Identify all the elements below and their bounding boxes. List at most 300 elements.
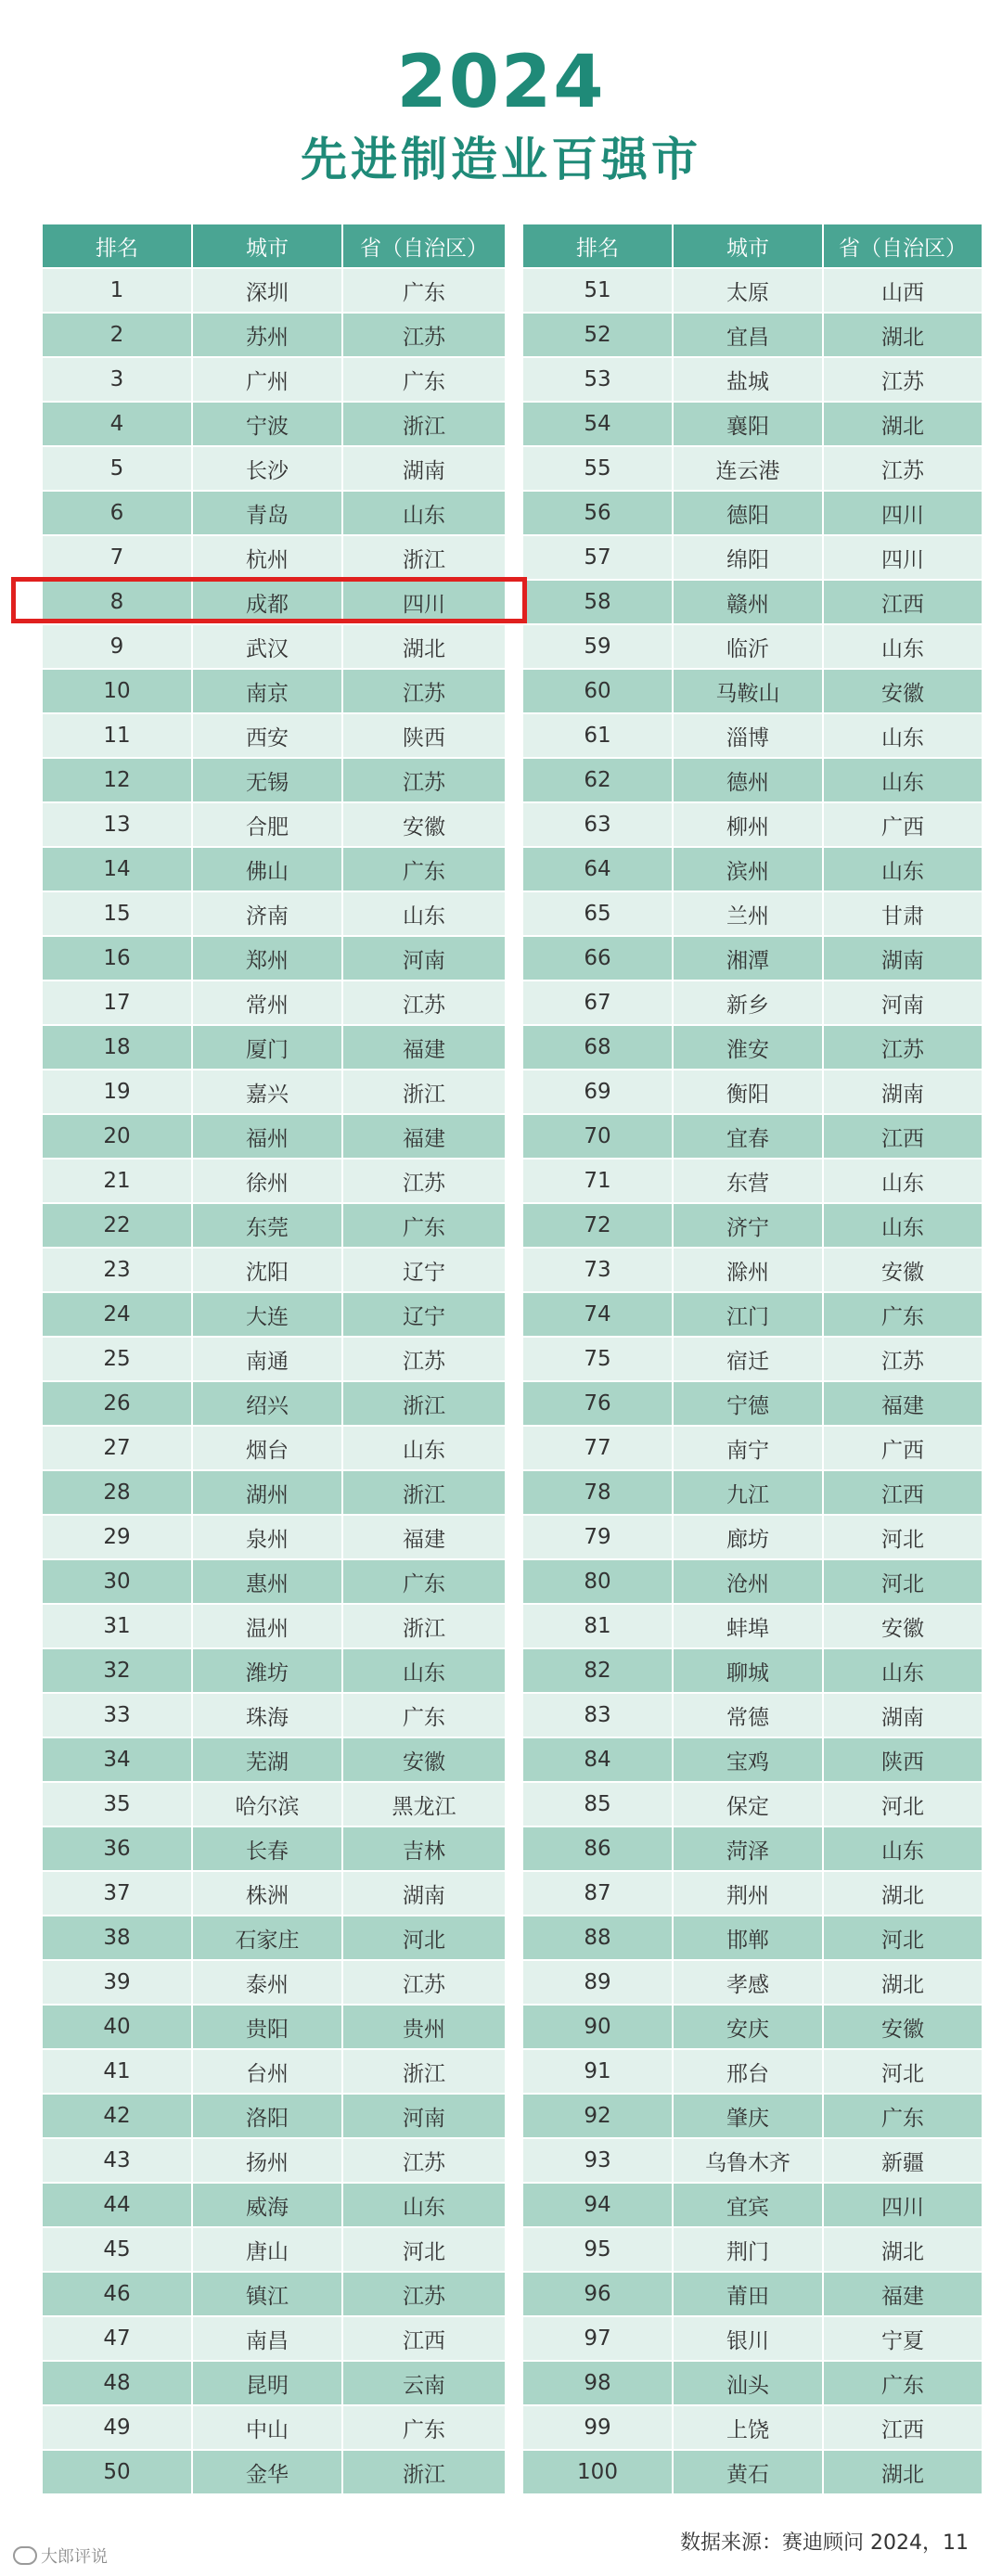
cell-rank: 19 (42, 1070, 192, 1114)
cell-rank: 34 (42, 1737, 192, 1782)
cell-province: 山东 (342, 891, 506, 936)
cell-city: 扬州 (192, 2138, 342, 2183)
table-row (522, 1114, 983, 1159)
cell-province: 湖北 (823, 2227, 983, 2272)
table-row (522, 1916, 983, 1960)
table-row (42, 2005, 506, 2049)
cell-city: 肇庆 (673, 2094, 823, 2138)
cell-city: 武汉 (192, 624, 342, 669)
cell-rank: 93 (522, 2138, 673, 2183)
table-row (522, 446, 983, 491)
cell-city: 宜宾 (673, 2183, 823, 2227)
cell-rank: 31 (42, 1604, 192, 1648)
cell-province: 广东 (823, 2361, 983, 2405)
cell-rank: 32 (42, 1648, 192, 1693)
cell-city: 惠州 (192, 1559, 342, 1604)
cell-city: 石家庄 (192, 1916, 342, 1960)
cell-province: 湖南 (823, 936, 983, 980)
cell-city: 福州 (192, 1114, 342, 1159)
cell-city: 常州 (192, 980, 342, 1025)
cell-rank: 66 (522, 936, 673, 980)
table-row (522, 1381, 983, 1426)
cell-rank: 57 (522, 535, 673, 580)
cell-city: 宝鸡 (673, 1737, 823, 1782)
cell-city: 宜春 (673, 1114, 823, 1159)
cell-province: 河北 (342, 2227, 506, 2272)
table-row (522, 1559, 983, 1604)
table-row (42, 1025, 506, 1070)
cell-province: 江苏 (342, 313, 506, 357)
cell-city: 贵阳 (192, 2005, 342, 2049)
table-row (42, 713, 506, 758)
cell-rank: 23 (42, 1248, 192, 1292)
cell-province: 四川 (823, 2183, 983, 2227)
watermark-label: 大郎评说 (41, 2547, 108, 2567)
cell-city: 宁德 (673, 1381, 823, 1426)
cell-city: 德阳 (673, 491, 823, 535)
cell-city: 宁波 (192, 402, 342, 446)
cell-rank: 84 (522, 1737, 673, 1782)
cell-province: 山东 (342, 1426, 506, 1470)
cell-rank: 25 (42, 1337, 192, 1381)
cell-rank: 43 (42, 2138, 192, 2183)
table-row (522, 1782, 983, 1826)
cell-city: 郑州 (192, 936, 342, 980)
table-row (42, 1203, 506, 1248)
table-row (522, 802, 983, 847)
cell-city: 聊城 (673, 1648, 823, 1693)
cell-province: 山东 (823, 1648, 983, 1693)
cell-province: 安徽 (823, 2005, 983, 2049)
table-row (42, 1292, 506, 1337)
table-row (42, 1693, 506, 1737)
cell-province: 山东 (342, 1648, 506, 1693)
page-title-year: 2024 (396, 41, 606, 124)
ranking-table-right (521, 223, 983, 2495)
page-title: 先进制造业百强市 (301, 133, 701, 186)
table-row (522, 2183, 983, 2227)
table-row (522, 2272, 983, 2316)
cell-city: 盐城 (673, 357, 823, 402)
table-row (522, 2227, 983, 2272)
table-row (42, 2272, 506, 2316)
cell-rank: 59 (522, 624, 673, 669)
cell-city: 宜昌 (673, 313, 823, 357)
cell-province: 浙江 (342, 1070, 506, 1114)
table-row (522, 2361, 983, 2405)
cell-province: 江苏 (342, 669, 506, 713)
cell-city: 菏泽 (673, 1826, 823, 1871)
cell-province: 江西 (823, 2405, 983, 2450)
table-row (42, 2450, 506, 2494)
table-row (522, 1693, 983, 1737)
cell-city: 襄阳 (673, 402, 823, 446)
table-row (522, 535, 983, 580)
cell-province: 江西 (823, 1114, 983, 1159)
cell-province: 广东 (823, 1292, 983, 1337)
cell-province: 江西 (823, 1470, 983, 1515)
cell-city: 苏州 (192, 313, 342, 357)
cell-city: 徐州 (192, 1159, 342, 1203)
table-row (522, 1604, 983, 1648)
cell-rank: 9 (42, 624, 192, 669)
table-row (42, 1604, 506, 1648)
cell-city: 青岛 (192, 491, 342, 535)
cell-rank: 53 (522, 357, 673, 402)
cell-rank: 64 (522, 847, 673, 891)
cell-rank: 26 (42, 1381, 192, 1426)
table-row (522, 1159, 983, 1203)
cell-province: 山东 (823, 1826, 983, 1871)
cell-province: 陕西 (823, 1737, 983, 1782)
cell-province: 湖南 (823, 1693, 983, 1737)
cell-rank: 46 (42, 2272, 192, 2316)
cell-rank: 51 (522, 268, 673, 313)
column-header-city: 城市 (673, 224, 823, 268)
cell-province: 贵州 (342, 2005, 506, 2049)
cell-rank: 16 (42, 936, 192, 980)
cell-rank: 52 (522, 313, 673, 357)
table-row (42, 1515, 506, 1559)
cell-province: 江苏 (342, 2272, 506, 2316)
cell-rank: 69 (522, 1070, 673, 1114)
cell-rank: 82 (522, 1648, 673, 1693)
cell-rank: 79 (522, 1515, 673, 1559)
cell-city: 沧州 (673, 1559, 823, 1604)
cell-province: 安徽 (342, 802, 506, 847)
cell-rank: 74 (522, 1292, 673, 1337)
cell-city: 台州 (192, 2049, 342, 2094)
cell-city: 柳州 (673, 802, 823, 847)
cell-province: 安徽 (823, 669, 983, 713)
cell-province: 江苏 (823, 446, 983, 491)
cell-province: 河南 (342, 2094, 506, 2138)
cell-city: 银川 (673, 2316, 823, 2361)
cell-province: 浙江 (342, 535, 506, 580)
cell-province: 河北 (823, 1559, 983, 1604)
table-row (522, 669, 983, 713)
table-row (522, 1070, 983, 1114)
cell-city: 合肥 (192, 802, 342, 847)
cell-city: 九江 (673, 1470, 823, 1515)
cell-province: 甘肃 (823, 891, 983, 936)
table-row (522, 2138, 983, 2183)
cell-city: 邯郸 (673, 1916, 823, 1960)
cell-province: 浙江 (342, 402, 506, 446)
cell-province: 浙江 (342, 1604, 506, 1648)
cell-rank: 8 (42, 580, 192, 624)
table-row (522, 1470, 983, 1515)
cell-city: 宿迁 (673, 1337, 823, 1381)
cell-rank: 15 (42, 891, 192, 936)
cell-rank: 88 (522, 1916, 673, 1960)
table-row (522, 624, 983, 669)
cell-city: 常德 (673, 1693, 823, 1737)
table-row (522, 758, 983, 802)
cell-province: 广东 (342, 847, 506, 891)
cell-province: 宁夏 (823, 2316, 983, 2361)
cell-province: 云南 (342, 2361, 506, 2405)
cell-province: 新疆 (823, 2138, 983, 2183)
table-row (522, 1648, 983, 1693)
cell-province: 四川 (823, 491, 983, 535)
cell-city: 株洲 (192, 1871, 342, 1916)
cell-city: 淮安 (673, 1025, 823, 1070)
cell-rank: 90 (522, 2005, 673, 2049)
cell-rank: 44 (42, 2183, 192, 2227)
table-row (522, 1025, 983, 1070)
cell-rank: 10 (42, 669, 192, 713)
cell-province: 广东 (342, 1203, 506, 1248)
cell-rank: 1 (42, 268, 192, 313)
cell-rank: 45 (42, 2227, 192, 2272)
cell-city: 金华 (192, 2450, 342, 2494)
table-row (42, 268, 506, 313)
cell-province: 广西 (823, 802, 983, 847)
cell-province: 山东 (823, 758, 983, 802)
table-row (42, 936, 506, 980)
cell-province: 湖北 (823, 1871, 983, 1916)
cell-city: 镇江 (192, 2272, 342, 2316)
cell-rank: 58 (522, 580, 673, 624)
ranking-table-left (41, 223, 507, 2495)
cell-city: 安庆 (673, 2005, 823, 2049)
cell-rank: 33 (42, 1693, 192, 1737)
cell-city: 保定 (673, 1782, 823, 1826)
cell-province: 江苏 (342, 1337, 506, 1381)
cell-province: 湖南 (823, 1070, 983, 1114)
cell-province: 江苏 (823, 1337, 983, 1381)
table-row (42, 313, 506, 357)
cell-city: 泉州 (192, 1515, 342, 1559)
cell-province: 安徽 (342, 1737, 506, 1782)
cell-rank: 27 (42, 1426, 192, 1470)
cell-province: 江苏 (342, 980, 506, 1025)
cell-province: 吉林 (342, 1826, 506, 1871)
cell-province: 山东 (823, 624, 983, 669)
table-header-row (522, 224, 983, 268)
cell-city: 杭州 (192, 535, 342, 580)
cell-city: 绵阳 (673, 535, 823, 580)
table-row (42, 802, 506, 847)
cell-rank: 62 (522, 758, 673, 802)
cell-city: 南宁 (673, 1426, 823, 1470)
column-header-rank: 排名 (42, 224, 192, 268)
cell-rank: 47 (42, 2316, 192, 2361)
cell-province: 浙江 (342, 1470, 506, 1515)
cell-rank: 24 (42, 1292, 192, 1337)
cell-rank: 55 (522, 446, 673, 491)
cell-province: 广东 (342, 357, 506, 402)
cell-rank: 76 (522, 1381, 673, 1426)
cell-rank: 50 (42, 2450, 192, 2494)
table-row (42, 1426, 506, 1470)
cell-city: 唐山 (192, 2227, 342, 2272)
table-row (42, 847, 506, 891)
cell-city: 无锡 (192, 758, 342, 802)
cell-province: 河南 (342, 936, 506, 980)
cell-city: 赣州 (673, 580, 823, 624)
cell-rank: 65 (522, 891, 673, 936)
cell-rank: 68 (522, 1025, 673, 1070)
cell-province: 福建 (342, 1025, 506, 1070)
table-row (42, 1871, 506, 1916)
column-header-province: 省（自治区） (823, 224, 983, 268)
cell-province: 广西 (823, 1426, 983, 1470)
table-row (42, 1960, 506, 2005)
table-row (42, 2227, 506, 2272)
cell-rank: 12 (42, 758, 192, 802)
cell-province: 四川 (823, 535, 983, 580)
column-header-province: 省（自治区） (342, 224, 506, 268)
cell-province: 山东 (823, 713, 983, 758)
cell-city: 德州 (673, 758, 823, 802)
table-row (522, 268, 983, 313)
cell-province: 浙江 (342, 2450, 506, 2494)
table-row (42, 446, 506, 491)
cell-province: 广东 (342, 268, 506, 313)
cell-province: 山东 (823, 1203, 983, 1248)
cell-province: 广东 (823, 2094, 983, 2138)
cell-rank: 39 (42, 1960, 192, 2005)
cell-city: 哈尔滨 (192, 1782, 342, 1826)
cell-rank: 29 (42, 1515, 192, 1559)
cell-rank: 70 (522, 1114, 673, 1159)
cell-province: 福建 (823, 2272, 983, 2316)
cell-rank: 67 (522, 980, 673, 1025)
cell-city: 芜湖 (192, 1737, 342, 1782)
cell-province: 湖南 (342, 446, 506, 491)
cell-province: 陕西 (342, 713, 506, 758)
cell-rank: 71 (522, 1159, 673, 1203)
watermark (13, 2544, 108, 2568)
logo-icon (13, 2546, 37, 2565)
cell-rank: 99 (522, 2405, 673, 2450)
table-row (42, 891, 506, 936)
cell-city: 西安 (192, 713, 342, 758)
table-row (522, 980, 983, 1025)
cell-rank: 14 (42, 847, 192, 891)
table-row (42, 1114, 506, 1159)
ranking-table-body (522, 268, 983, 2494)
cell-province: 山西 (823, 268, 983, 313)
table-row (522, 2005, 983, 2049)
table-row (522, 357, 983, 402)
cell-rank: 48 (42, 2361, 192, 2405)
cell-rank: 18 (42, 1025, 192, 1070)
cell-city: 廊坊 (673, 1515, 823, 1559)
cell-rank: 83 (522, 1693, 673, 1737)
cell-rank: 87 (522, 1871, 673, 1916)
table-row (522, 713, 983, 758)
cell-rank: 75 (522, 1337, 673, 1381)
table-row (42, 1916, 506, 1960)
cell-rank: 72 (522, 1203, 673, 1248)
table-row (522, 1515, 983, 1559)
cell-province: 江苏 (342, 1159, 506, 1203)
cell-city: 中山 (192, 2405, 342, 2450)
cell-rank: 81 (522, 1604, 673, 1648)
cell-rank: 96 (522, 2272, 673, 2316)
cell-rank: 54 (522, 402, 673, 446)
cell-city: 乌鲁木齐 (673, 2138, 823, 2183)
cell-rank: 6 (42, 491, 192, 535)
table-row (522, 1960, 983, 2005)
cell-rank: 42 (42, 2094, 192, 2138)
cell-province: 安徽 (823, 1248, 983, 1292)
table-row (42, 980, 506, 1025)
cell-province: 江苏 (823, 357, 983, 402)
table-row (42, 1559, 506, 1604)
table-header-row (42, 224, 506, 268)
table-row (522, 491, 983, 535)
cell-city: 成都 (192, 580, 342, 624)
cell-city: 荆门 (673, 2227, 823, 2272)
cell-city: 连云港 (673, 446, 823, 491)
cell-city: 昆明 (192, 2361, 342, 2405)
cell-province: 河北 (823, 1782, 983, 1826)
table-row (522, 313, 983, 357)
cell-city: 衡阳 (673, 1070, 823, 1114)
cell-city: 东莞 (192, 1203, 342, 1248)
cell-province: 山东 (342, 2183, 506, 2227)
cell-province: 山东 (342, 491, 506, 535)
table-row (522, 2316, 983, 2361)
cell-city: 嘉兴 (192, 1070, 342, 1114)
cell-rank: 21 (42, 1159, 192, 1203)
cell-city: 潍坊 (192, 1648, 342, 1693)
table-row (522, 2450, 983, 2494)
table-row (42, 1648, 506, 1693)
cell-province: 湖北 (823, 1960, 983, 2005)
column-header-city: 城市 (192, 224, 342, 268)
table-row (522, 1737, 983, 1782)
cell-rank: 40 (42, 2005, 192, 2049)
cell-city: 烟台 (192, 1426, 342, 1470)
cell-province: 浙江 (342, 2049, 506, 2094)
cell-province: 湖北 (823, 313, 983, 357)
cell-province: 辽宁 (342, 1248, 506, 1292)
column-header-rank: 排名 (522, 224, 673, 268)
cell-rank: 7 (42, 535, 192, 580)
cell-city: 珠海 (192, 1693, 342, 1737)
cell-province: 湖北 (342, 624, 506, 669)
cell-city: 邢台 (673, 2049, 823, 2094)
table-row (42, 1337, 506, 1381)
table-row (522, 402, 983, 446)
cell-city: 广州 (192, 357, 342, 402)
cell-rank: 92 (522, 2094, 673, 2138)
cell-rank: 95 (522, 2227, 673, 2272)
table-row (522, 1248, 983, 1292)
cell-rank: 3 (42, 357, 192, 402)
cell-city: 东营 (673, 1159, 823, 1203)
table-row (522, 847, 983, 891)
cell-rank: 41 (42, 2049, 192, 2094)
cell-city: 深圳 (192, 268, 342, 313)
cell-rank: 49 (42, 2405, 192, 2450)
cell-province: 安徽 (823, 1604, 983, 1648)
cell-province: 广东 (342, 1693, 506, 1737)
cell-city: 大连 (192, 1292, 342, 1337)
cell-rank: 89 (522, 1960, 673, 2005)
cell-city: 长春 (192, 1826, 342, 1871)
cell-rank: 4 (42, 402, 192, 446)
cell-city: 佛山 (192, 847, 342, 891)
cell-province: 湖北 (823, 2450, 983, 2494)
cell-city: 黄石 (673, 2450, 823, 2494)
cell-city: 马鞍山 (673, 669, 823, 713)
